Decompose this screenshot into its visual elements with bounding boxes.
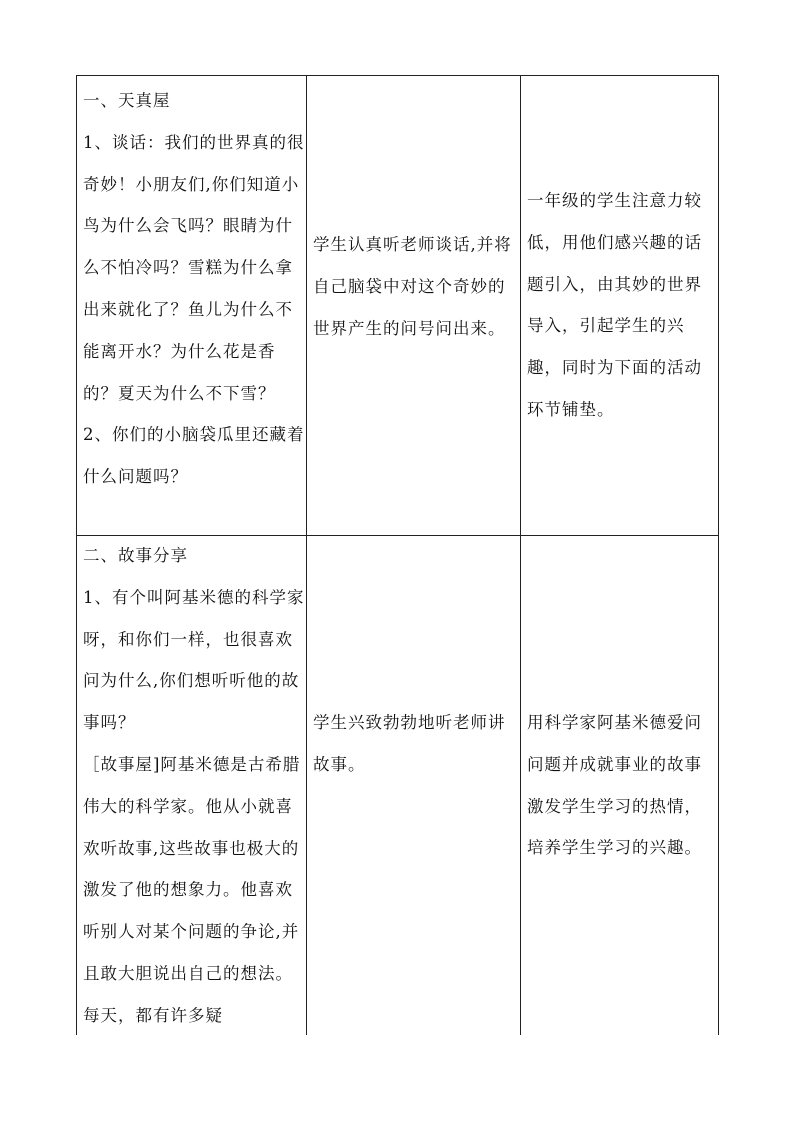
row1-student-cell (313, 224, 519, 349)
row2-activity-item-1: 1、有个叫阿基米德的科学家呀，和你们一样，也很喜欢问为什么,你们想听听他的故事吗？ (83, 587, 305, 733)
column-divider-2 (520, 75, 521, 1035)
column-divider-1 (306, 75, 307, 1035)
row1-intent-text: 一年级的学生注意力较低，用他们感兴趣的话题引入，由其妙的世界导入，引起学生的兴趣，同时为下面的活动环节铺垫。 (527, 191, 702, 419)
row1-heading: 一、天真屋 (83, 91, 171, 110)
row2-intent-text: 用科学家阿基米德爱问问题并成就事业的故事激发学生学习的热情，培养学生学习的兴趣。 (527, 713, 702, 858)
row1-activity-item-1: 1、谈话：我们的世界真的很奇妙！小朋友们,你们知道小鸟为什么会飞吗？眼睛为什么不怕冷吗？雪糕为什么拿出来就化了？鱼儿为什么不能离开水？为什么花是香的？夏天为什么不下雪？ (83, 132, 305, 403)
row2-student-text: 学生兴致勃勃地听老师讲故事。 (313, 713, 506, 774)
row2-heading: 二、故事分享 (83, 546, 188, 565)
table-right-border (718, 75, 719, 1035)
row1-activity-cell (83, 80, 305, 498)
table-top-border (76, 75, 719, 76)
row2-story-text: ［故事屋]阿基米德是古希腊伟大的科学家。他从小就喜欢听故事,这些故事也极大的激发了他的想象力。他喜欢听别人对某个问题的争论,并且敢大胆说出自己的想法。每天，都有许多疑 (83, 754, 301, 1025)
row2-activity-cell (83, 535, 305, 1037)
row2-intent-cell (527, 702, 715, 869)
table-left-border (76, 75, 77, 1035)
row2-student-cell (313, 702, 519, 786)
row1-student-text: 学生认真听老师谈话,并将自己脑袋中对这个奇妙的世界产生的问号问出来。 (313, 235, 512, 338)
row1-activity-item-2: 2、你们的小脑袋瓜里还藏着什么问题吗？ (83, 425, 305, 487)
row1-intent-cell (527, 180, 715, 431)
